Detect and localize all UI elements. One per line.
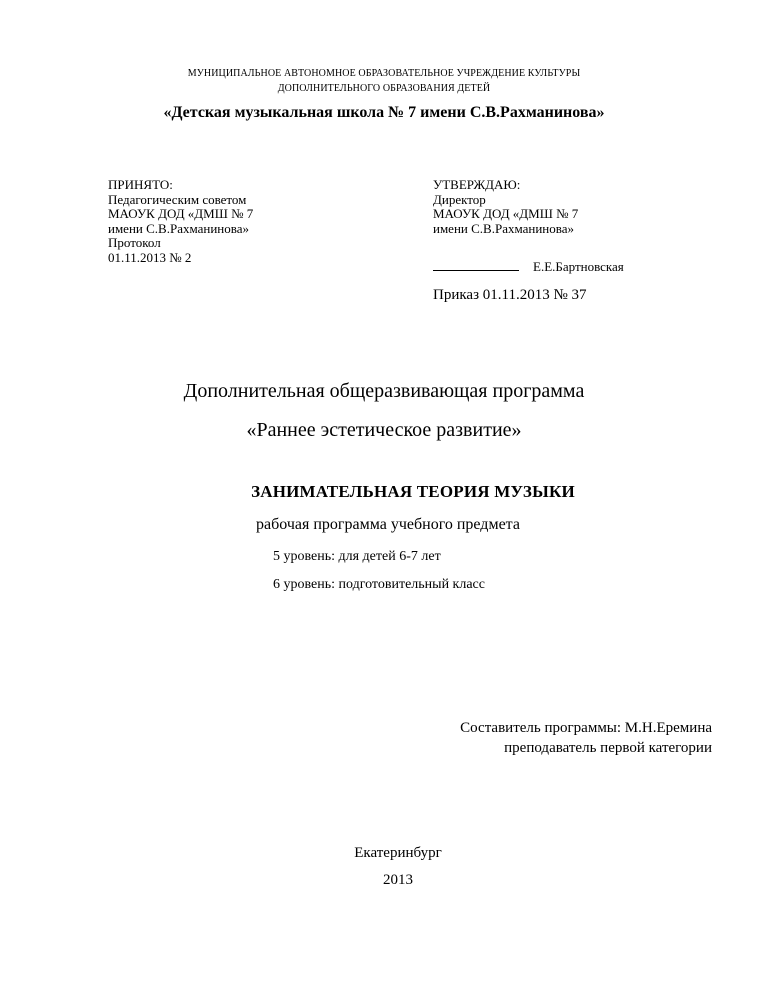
signature-line	[433, 259, 519, 271]
approved-block	[433, 178, 578, 236]
approved-heading: УТВЕРЖДАЮ:	[433, 177, 521, 192]
subject-title: ЗАНИМАТЕЛЬНАЯ ТЕОРИЯ МУЗЫКИ	[251, 482, 575, 501]
program-title: Дополнительная общеразвивающая программа	[183, 380, 585, 402]
org-name-line2: ДОПОЛНИТЕЛЬНОГО ОБРАЗОВАНИЯ ДЕТЕЙ	[277, 83, 491, 94]
level-6: 6 уровень: подготовительный класс	[273, 577, 485, 592]
accepted-line: Педагогическим советом	[108, 191, 247, 207]
school-name: «Детская музыкальная школа № 7 имени С.В.Рахманинова»	[163, 104, 605, 121]
level-5: 5 уровень: для детей 6-7 лет	[273, 549, 441, 564]
accepted-line: Протокол	[108, 235, 161, 250]
accepted-block	[108, 178, 253, 265]
approved-line: Директор	[433, 191, 486, 207]
accepted-heading: ПРИНЯТО:	[108, 177, 173, 192]
signature-row	[433, 259, 624, 275]
accepted-line: 01.11.2013 № 2	[108, 249, 192, 265]
director-name: Е.Е.Бартновская	[533, 259, 624, 274]
org-name-line1: МУНИЦИПАЛЬНОЕ АВТОНОМНОЕ ОБРАЗОВАТЕЛЬНОЕ УЧРЕЖДЕНИЕ КУЛЬТУРЫ	[187, 68, 581, 79]
program-subtitle: рабочая программа учебного предмета	[256, 516, 520, 533]
approved-line: МАОУК ДОД «ДМШ № 7	[433, 206, 579, 221]
approved-line: имени С.В.Рахманинова»	[433, 220, 574, 236]
order-number: Приказ 01.11.2013 № 37	[433, 287, 587, 303]
accepted-line: имени С.В.Рахманинова»	[108, 220, 249, 236]
author-position: преподаватель первой категории	[504, 740, 712, 756]
year: 2013	[383, 872, 413, 888]
city: Екатеринбург	[354, 845, 442, 861]
accepted-line: МАОУК ДОД «ДМШ № 7	[108, 206, 254, 221]
author-name: Составитель программы: М.Н.Еремина	[460, 720, 712, 736]
program-name: «Раннее эстетическое развитие»	[246, 419, 522, 441]
